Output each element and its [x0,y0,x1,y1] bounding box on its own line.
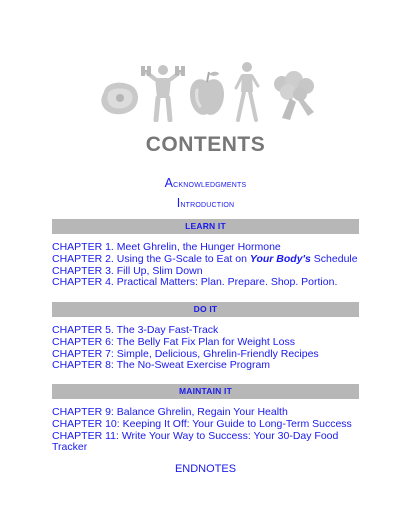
endnotes-link[interactable]: ENDNOTES [174,463,237,475]
part-maintain-it-chapter-list [52,407,352,454]
chapter-7-link[interactable]: CHAPTER 7: Simple, Delicious, Ghrelin-Friendly Recipes [52,347,319,360]
part-header-learn-it: LEARN IT [52,219,359,234]
chapter-2-text-before: CHAPTER 2. Using the G-Scale to Eat on [52,252,250,265]
acknowledgments-link[interactable] [0,176,411,190]
introduction-first-letter: I [176,196,181,210]
part-header-do-it: DO IT [52,302,359,317]
introduction-link[interactable] [0,196,411,210]
chapter-1-link[interactable]: CHAPTER 1. Meet Ghrelin, the Hunger Hormone [52,241,281,253]
chapter-3-link[interactable]: CHAPTER 3. Fill Up, Slim Down [52,264,203,277]
introduction-rest: ntroduction [180,198,235,210]
steak-icon [98,78,142,118]
acknowledgments-first-letter: A [164,176,174,190]
walking-woman-icon [230,60,264,124]
acknowledgments-rest: cknowledgments [173,178,247,190]
part-learn-it-chapter-list [52,242,372,289]
chapter-2-text-after: Schedule [310,252,358,265]
chapter-2-link[interactable] [52,254,372,266]
broccoli-icon [268,70,322,122]
apple-icon [188,68,226,120]
chapter-6-link[interactable]: CHAPTER 6: The Belly Fat Fix Plan for Weight Loss [52,335,295,348]
chapter-11-link[interactable]: CHAPTER 11: Write Your Way to Success: Your 30-Day Food Tracker [52,429,339,454]
chapter-2-emphasis: Your Body's [249,252,311,265]
part-do-it-chapter-list [52,325,372,372]
food-fitness-icon-row [96,58,326,124]
dumbbell-man-icon [140,62,186,122]
page-title: CONTENTS [145,133,266,156]
chapter-10-link[interactable]: CHAPTER 10: Keeping It Off: Your Guide to Long-Term Success [52,417,352,430]
chapter-8-link[interactable]: CHAPTER 8: The No-Sweat Exercise Program [52,359,271,372]
part-header-maintain-it: MAINTAIN IT [52,384,359,399]
chapter-5-link[interactable]: CHAPTER 5. The 3-Day Fast-Track [52,324,219,336]
chapter-4-link[interactable]: CHAPTER 4. Practical Matters: Plan. Prepare. Shop. Portion. [52,276,338,289]
chapter-9-link[interactable]: CHAPTER 9: Balance Ghrelin, Regain Your Health [52,406,288,418]
